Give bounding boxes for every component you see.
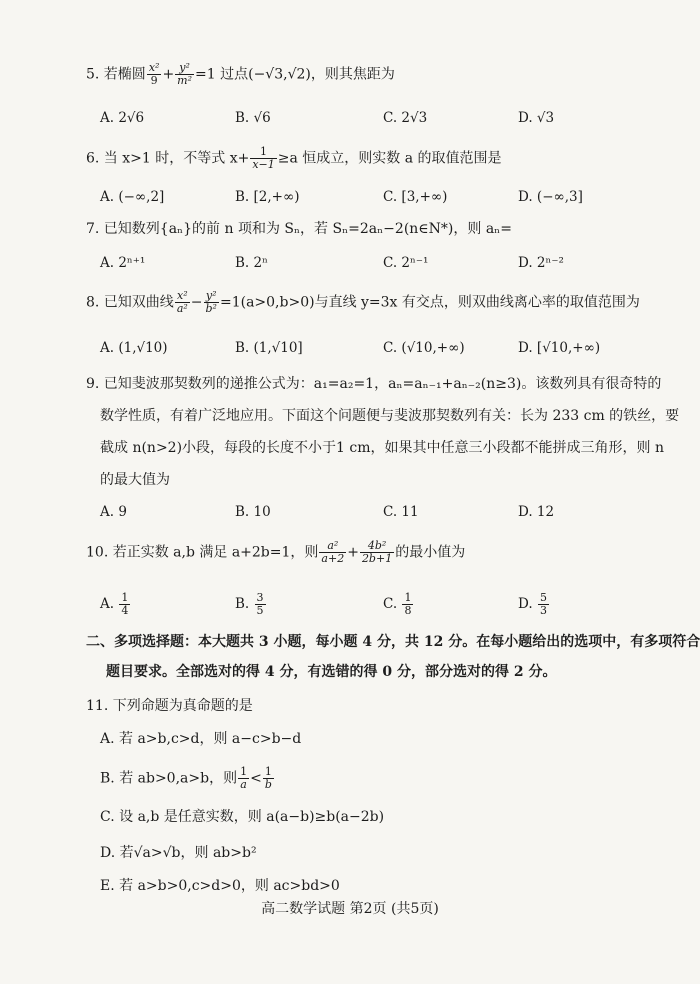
frac-num: y² xyxy=(204,290,219,303)
question-10 xyxy=(86,540,465,565)
section-2-heading: 二、多项选择题：本大题共 3 小题，每小题 4 分，共 12 分。在每小题给出的选项中，有多项符合 xyxy=(86,634,700,650)
option-d: D. √3 xyxy=(518,110,555,126)
option-letter: A. xyxy=(100,596,115,612)
fraction xyxy=(119,592,130,617)
option-a: A. 2√6 xyxy=(100,110,145,126)
frac-num: 1 xyxy=(121,591,129,604)
q11-b-text: B. 若 ab>0,a>b，则 xyxy=(100,770,238,787)
q5-options xyxy=(100,108,660,128)
frac-den: 3 xyxy=(539,604,547,617)
frac-den: 9 xyxy=(150,74,158,87)
option-c: C. 2ⁿ⁻¹ xyxy=(383,255,429,271)
option-d: D. [√10,+∞) xyxy=(518,340,601,356)
option-d: D. (−∞,3] xyxy=(518,189,583,205)
q10-stem-b: 的最小值为 xyxy=(395,544,466,561)
q8-stem-b: =1(a>0,b>0)与直线 y=3x 有交点，则双曲线离心率的取值范围为 xyxy=(219,294,640,311)
fraction xyxy=(263,766,274,791)
question-5 xyxy=(86,62,395,87)
frac-den: b² xyxy=(205,302,217,315)
option-c: C. (√10,+∞) xyxy=(383,340,465,356)
frac-num: x² xyxy=(175,290,190,303)
frac-den: 8 xyxy=(404,604,412,617)
option-b: B. [2,+∞) xyxy=(235,189,300,205)
q11-option-a: A. 若 a>b,c>d，则 a−c>b−d xyxy=(100,731,302,747)
option-c: C. [3,+∞) xyxy=(383,189,448,205)
frac-den: b xyxy=(264,778,272,791)
option-c: C. 11 xyxy=(383,504,419,520)
frac-num: 5 xyxy=(539,591,547,604)
question-6 xyxy=(86,146,502,171)
option-letter: C. xyxy=(383,596,398,612)
frac-num: 1 xyxy=(263,766,274,779)
q10-plus: + xyxy=(347,544,359,561)
frac-num: 1 xyxy=(404,591,412,604)
frac-den: x−1 xyxy=(252,158,275,171)
q6-stem-a: 6. 当 x>1 时，不等式 x+ xyxy=(86,150,250,167)
frac-num: 1 xyxy=(250,146,276,159)
option-d: D. 2ⁿ⁻² xyxy=(518,255,564,271)
question-11: 11. 下列命题为真命题的是 xyxy=(86,698,253,714)
option-d xyxy=(518,592,550,617)
option-a: A. 9 xyxy=(100,504,127,520)
option-letter: B. xyxy=(235,596,250,612)
question-9-line-4: 的最大值为 xyxy=(100,472,170,488)
frac-den: a² xyxy=(176,302,188,315)
fraction xyxy=(360,540,394,565)
fraction xyxy=(175,62,194,87)
question-8 xyxy=(86,290,640,315)
q11-b-lt: < xyxy=(250,770,262,787)
frac-den: a+2 xyxy=(321,552,345,565)
frac-num: a² xyxy=(319,540,346,553)
fraction xyxy=(538,592,549,617)
option-a: A. (−∞,2] xyxy=(100,189,165,205)
q11-option-b xyxy=(100,766,275,791)
q6-stem-b: ≥a 恒成立，则实数 a 的取值范围是 xyxy=(277,150,502,167)
option-b: B. 2ⁿ xyxy=(235,255,268,271)
question-9-line-2: 数学性质，有着广泛地应用。下面这个问题便与斐波那契数列有关：长为 233 cm 的铁丝，要 xyxy=(100,408,680,424)
option-a: A. (1,√10) xyxy=(100,340,168,356)
q11-option-d: D. 若√a>√b，则 ab>b² xyxy=(100,845,257,861)
page-footer: 高二数学试题 第2页 (共5页) xyxy=(261,901,439,917)
q5-stem-b: =1 过点(−√3,√2)，则其焦距为 xyxy=(195,66,395,83)
option-a: A. 2ⁿ⁺¹ xyxy=(100,255,146,271)
frac-den: 5 xyxy=(256,604,264,617)
q8-options xyxy=(100,338,660,358)
option-c xyxy=(383,592,414,617)
frac-num: 4b² xyxy=(360,540,394,553)
q9-options xyxy=(100,502,660,522)
q5-stem-a: 5. 若椭圆 xyxy=(86,66,146,83)
fraction xyxy=(319,540,346,565)
option-b: B. √6 xyxy=(235,110,271,126)
frac-den: m² xyxy=(177,74,193,87)
fraction xyxy=(238,766,249,791)
fraction xyxy=(175,290,190,315)
fraction xyxy=(402,592,413,617)
q7-options xyxy=(100,253,660,273)
section-2-heading-line-2: 题目要求。全部选对的得 4 分，有选错的得 0 分，部分选对的得 2 分。 xyxy=(106,664,557,680)
fraction xyxy=(250,146,276,171)
q8-minus: − xyxy=(190,294,203,311)
question-9-line-1: 9. 已知斐波那契数列的递推公式为：a₁=a₂=1，aₙ=aₙ₋₁+aₙ₋₂(n≥3)。该数列具有很奇特的 xyxy=(86,376,662,392)
q6-options xyxy=(100,187,660,207)
option-d: D. 12 xyxy=(518,504,555,520)
question-9-line-3: 截成 n(n>2)小段，每段的长度不小于1 cm，如果其中任意三小段都不能拼成三角形，则 n xyxy=(100,440,664,456)
frac-num: y² xyxy=(175,62,194,75)
fraction xyxy=(204,290,219,315)
frac-den: 4 xyxy=(121,604,129,617)
frac-den: a xyxy=(240,778,247,791)
frac-num: x² xyxy=(148,61,160,74)
q10-options xyxy=(100,592,660,622)
option-b: B. (1,√10] xyxy=(235,340,303,356)
option-b xyxy=(235,592,267,617)
q10-stem-a: 10. 若正实数 a,b 满足 a+2b=1，则 xyxy=(86,544,319,561)
q11-option-c: C. 设 a,b 是任意实数，则 a(a−b)≥b(a−2b) xyxy=(100,809,385,825)
frac-num: 3 xyxy=(256,591,264,604)
fraction xyxy=(147,62,162,87)
fraction xyxy=(255,592,266,617)
option-a xyxy=(100,592,131,617)
frac-den: 2b+1 xyxy=(361,552,393,565)
q11-option-e: E. 若 a>b>0,c>d>0，则 ac>bd>0 xyxy=(100,878,340,894)
frac-num: 1 xyxy=(240,765,248,778)
option-c: C. 2√3 xyxy=(383,110,428,126)
q8-stem-a: 8. 已知双曲线 xyxy=(86,294,174,311)
option-letter: D. xyxy=(518,596,533,612)
question-7: 7. 已知数列{aₙ}的前 n 项和为 Sₙ，若 Sₙ=2aₙ−2(n∈N*)，则 aₙ= xyxy=(86,221,512,237)
option-b: B. 10 xyxy=(235,504,271,520)
q5-plus: + xyxy=(162,66,175,83)
